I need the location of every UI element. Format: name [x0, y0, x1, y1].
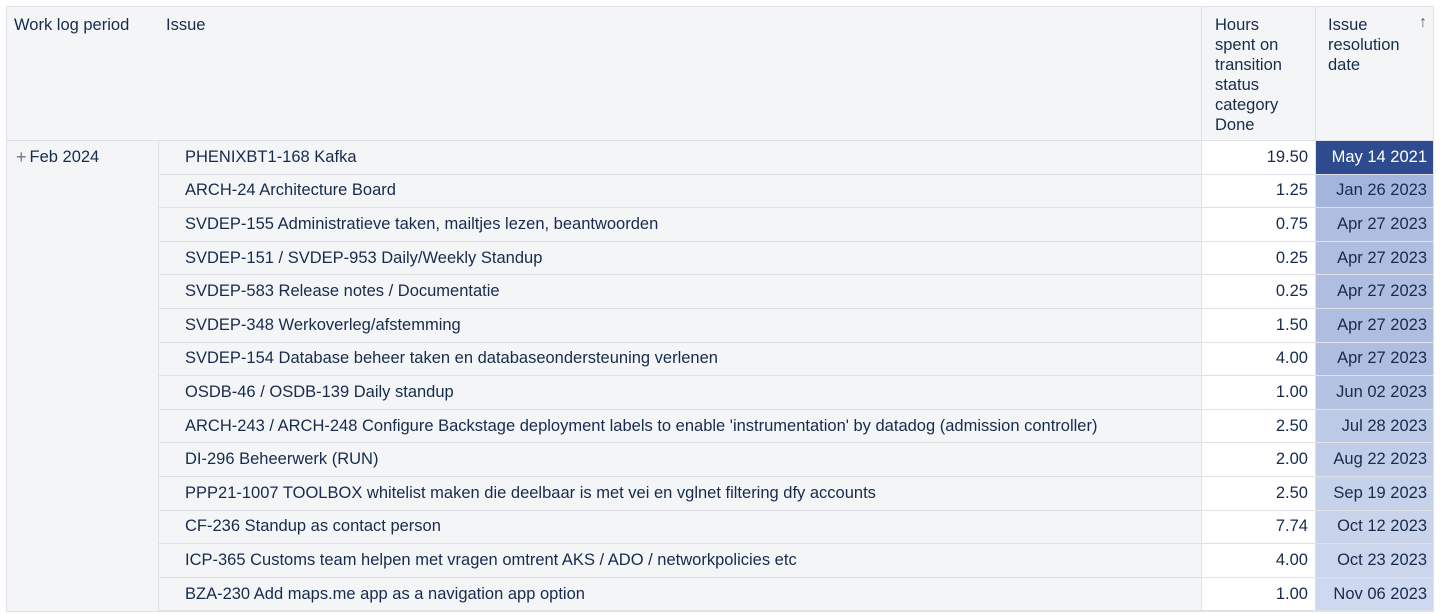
- worklog-report-table: [6, 6, 1434, 612]
- date-header-line: resolution: [1328, 36, 1400, 54]
- table-row: [159, 343, 1434, 377]
- table-row: [159, 443, 1434, 477]
- table-row: [159, 275, 1434, 309]
- column-header-resolution-date[interactable]: [1316, 7, 1434, 140]
- table-row: [159, 309, 1434, 343]
- issue-cell[interactable]: OSDB-46 / OSDB-139 Daily standup: [159, 376, 1202, 409]
- table-header: [7, 7, 1434, 141]
- resolution-date-cell: Jun 02 2023: [1316, 376, 1434, 409]
- issue-cell[interactable]: ARCH-24 Architecture Board: [159, 175, 1202, 208]
- hours-cell: 2.50: [1202, 477, 1316, 510]
- issue-cell[interactable]: CF-236 Standup as contact person: [159, 511, 1202, 544]
- resolution-date-cell: Apr 27 2023: [1316, 242, 1434, 275]
- hours-cell: 1.00: [1202, 376, 1316, 409]
- hours-header-line: status: [1215, 76, 1260, 94]
- issue-cell[interactable]: SVDEP-155 Administratieve taken, mailtjes lezen, beantwoorden: [159, 208, 1202, 241]
- resolution-date-cell: Apr 27 2023: [1316, 309, 1434, 342]
- resolution-date-cell: Oct 23 2023: [1316, 544, 1434, 577]
- resolution-date-cell: May 14 2021: [1316, 141, 1434, 174]
- issue-cell[interactable]: BZA-230 Add maps.me app as a navigation app option: [159, 578, 1202, 611]
- hours-header-line: transition: [1215, 56, 1282, 74]
- hours-cell: 4.00: [1202, 544, 1316, 577]
- hours-cell: 2.50: [1202, 410, 1316, 443]
- period-column: [7, 141, 159, 611]
- hours-header-line: Done: [1215, 116, 1255, 134]
- issue-cell[interactable]: ARCH-243 / ARCH-248 Configure Backstage deployment labels to enable 'instrumentation' by datadog (admission controller): [159, 410, 1202, 443]
- issue-cell[interactable]: DI-296 Beheerwerk (RUN): [159, 443, 1202, 476]
- issue-cell[interactable]: SVDEP-151 / SVDEP-953 Daily/Weekly Standup: [159, 242, 1202, 275]
- table-row: [159, 141, 1434, 175]
- resolution-date-cell: Aug 22 2023: [1316, 443, 1434, 476]
- table-row: [159, 376, 1434, 410]
- hours-header-line: Hours: [1215, 16, 1260, 34]
- hours-header-line: spent on: [1215, 36, 1279, 54]
- date-header-line: Issue: [1328, 16, 1368, 34]
- resolution-date-cell: Apr 27 2023: [1316, 275, 1434, 308]
- hours-cell: 1.50: [1202, 309, 1316, 342]
- hours-header-line: category: [1215, 96, 1279, 114]
- table-row: [159, 242, 1434, 276]
- table-row: [159, 477, 1434, 511]
- table-row: [159, 578, 1434, 612]
- period-group[interactable]: [7, 141, 158, 175]
- resolution-date-cell: Nov 06 2023: [1316, 578, 1434, 611]
- table-row: [159, 208, 1434, 242]
- issue-cell[interactable]: SVDEP-583 Release notes / Documentatie: [159, 275, 1202, 308]
- table-rows: [159, 141, 1434, 611]
- plus-icon[interactable]: +: [16, 147, 27, 168]
- hours-cell: 4.00: [1202, 343, 1316, 376]
- table-row: [159, 511, 1434, 545]
- resolution-date-cell: Jan 26 2023: [1316, 175, 1434, 208]
- hours-cell: 1.25: [1202, 175, 1316, 208]
- column-header-issue[interactable]: Issue: [159, 7, 1202, 140]
- arrow-up-icon[interactable]: ↑: [1419, 14, 1427, 31]
- resolution-date-cell: Apr 27 2023: [1316, 343, 1434, 376]
- resolution-date-cell: Apr 27 2023: [1316, 208, 1434, 241]
- hours-cell: 2.00: [1202, 443, 1316, 476]
- issue-cell[interactable]: ICP-365 Customs team helpen met vragen omtrent AKS / ADO / networkpolicies etc: [159, 544, 1202, 577]
- hours-cell: 19.50: [1202, 141, 1316, 174]
- date-header-line: date: [1328, 56, 1361, 74]
- hours-cell: 1.00: [1202, 578, 1316, 611]
- issue-cell[interactable]: PHENIXBT1-168 Kafka: [159, 141, 1202, 174]
- resolution-date-cell: Oct 12 2023: [1316, 511, 1434, 544]
- hours-cell: 0.75: [1202, 208, 1316, 241]
- issue-cell[interactable]: SVDEP-154 Database beheer taken en databaseondersteuning verlenen: [159, 343, 1202, 376]
- hours-cell: 0.25: [1202, 275, 1316, 308]
- period-label: Feb 2024: [29, 148, 100, 167]
- table-row: [159, 410, 1434, 444]
- issue-cell[interactable]: PPP21-1007 TOOLBOX whitelist maken die deelbaar is met vei en vglnet filtering dfy accounts: [159, 477, 1202, 510]
- resolution-date-cell: Jul 28 2023: [1316, 410, 1434, 443]
- table-row: [159, 544, 1434, 578]
- column-header-hours[interactable]: [1202, 7, 1316, 140]
- hours-cell: 0.25: [1202, 242, 1316, 275]
- table-row: [159, 175, 1434, 209]
- hours-cell: 7.74: [1202, 511, 1316, 544]
- resolution-date-cell: Sep 19 2023: [1316, 477, 1434, 510]
- column-header-work-log-period[interactable]: Work log period: [14, 16, 130, 34]
- issue-cell[interactable]: SVDEP-348 Werkoverleg/afstemming: [159, 309, 1202, 342]
